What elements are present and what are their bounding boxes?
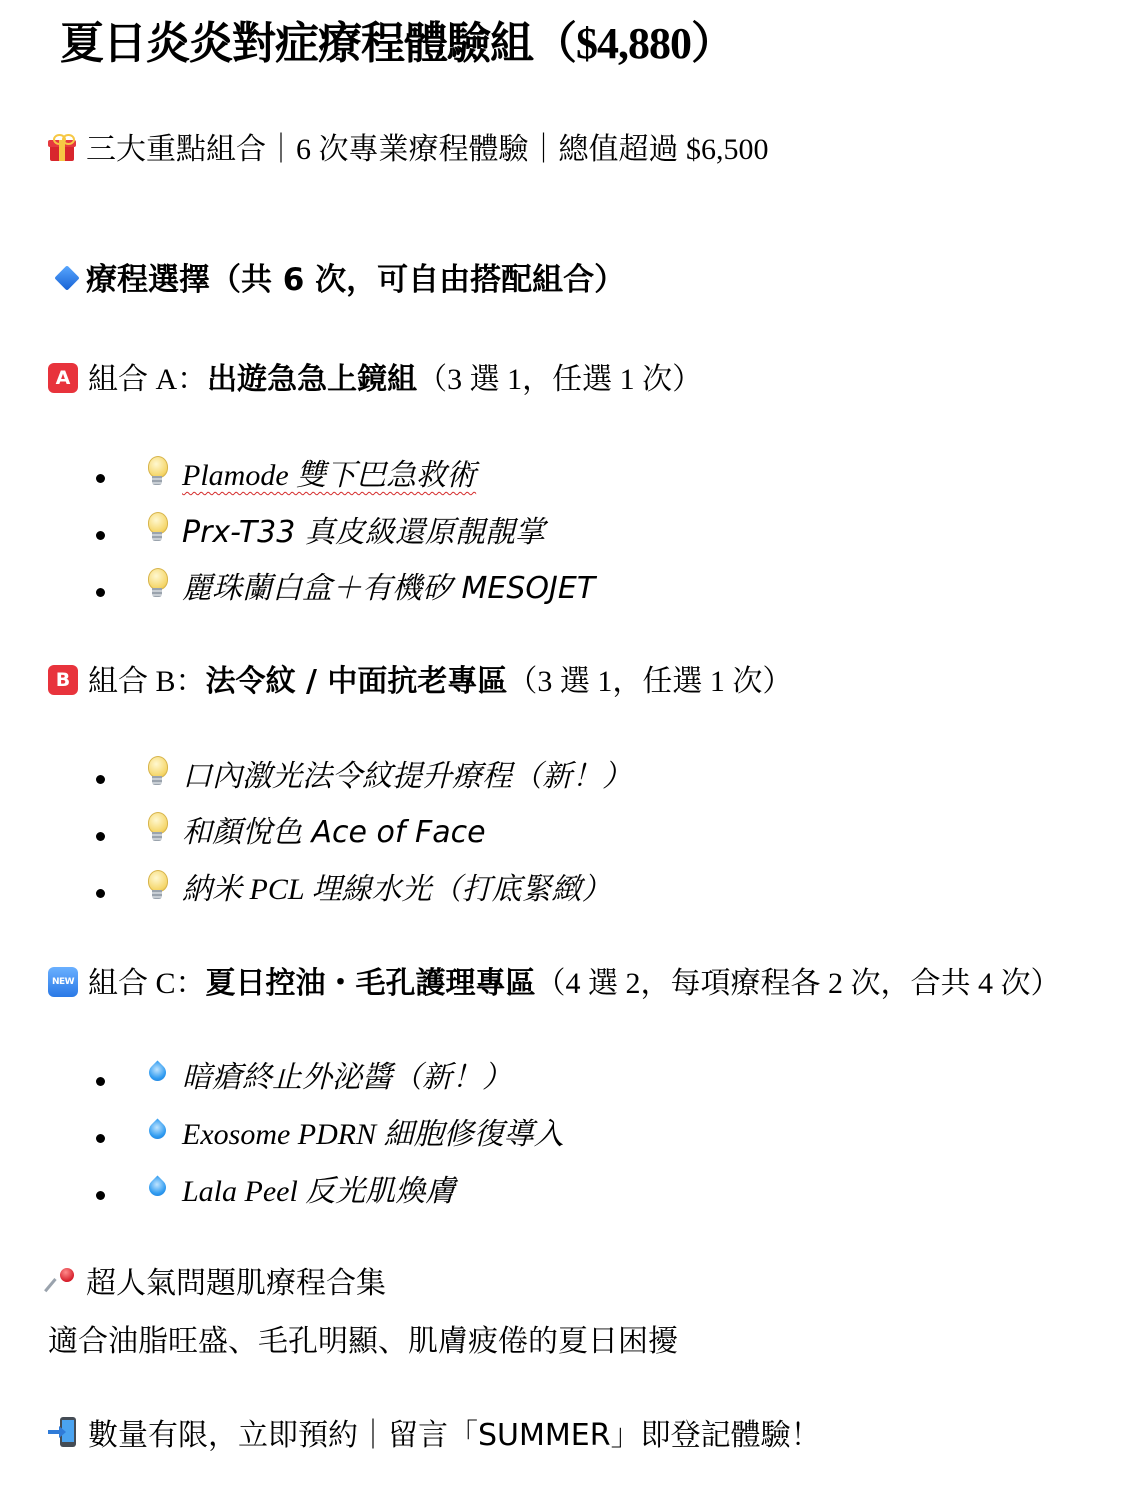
group-a-note: （3 選 1，任選 1 次） bbox=[417, 363, 703, 396]
group-a-prefix: 組合 A： bbox=[88, 363, 208, 396]
section-heading bbox=[54, 260, 625, 300]
highlight-line bbox=[48, 1264, 386, 1304]
list-bullet bbox=[96, 1191, 105, 1200]
droplet-icon bbox=[146, 1058, 168, 1088]
list-item bbox=[146, 870, 611, 910]
group-c-prefix: 組合 C： bbox=[88, 967, 206, 1000]
light-bulb-icon bbox=[146, 870, 168, 902]
list-bullet bbox=[96, 832, 105, 841]
item-text: 納米 PCL 埋線水光（打底緊緻） bbox=[182, 873, 612, 906]
letter-a-badge-icon: A bbox=[48, 363, 78, 393]
item-text: 麗珠蘭白盒＋有機矽 MESOJET bbox=[182, 571, 596, 606]
list-item bbox=[146, 813, 486, 853]
group-b-note: （3 選 1，任選 1 次） bbox=[507, 665, 793, 698]
light-bulb-icon bbox=[146, 756, 168, 788]
mobile-arrow-icon bbox=[48, 1417, 78, 1449]
new-badge-icon: NEW bbox=[48, 967, 78, 997]
suitable-line: 適合油脂旺盛、毛孔明顯、肌膚疲倦的夏日困擾 bbox=[48, 1324, 678, 1359]
item-text: 暗瘡終止外泌醬（新！） bbox=[182, 1060, 512, 1095]
page-title bbox=[60, 16, 734, 72]
light-bulb-icon bbox=[146, 512, 168, 544]
gift-icon bbox=[48, 134, 76, 162]
item-text: Plamode 雙下巴急救術 bbox=[182, 459, 477, 492]
group-c-name: 夏日控油・毛孔護理專區 bbox=[205, 966, 536, 1001]
item-text: Lala Peel 反光肌煥膚 bbox=[182, 1175, 456, 1208]
group-a-heading bbox=[48, 360, 702, 400]
title-name: 夏日炎炎對症療程體驗組 bbox=[60, 18, 533, 69]
droplet-icon bbox=[146, 1116, 168, 1146]
droplet-icon bbox=[146, 1173, 168, 1203]
group-b-prefix: 組合 B： bbox=[88, 665, 206, 698]
list-bullet bbox=[96, 889, 105, 898]
intro-line bbox=[48, 130, 769, 170]
list-bullet bbox=[96, 775, 105, 784]
group-b-name: 法令紋 / 中面抗老專區 bbox=[205, 664, 508, 699]
intro-text: 三大重點組合｜6 次專業療程體驗｜總值超過 $6,500 bbox=[86, 133, 769, 166]
light-bulb-icon bbox=[146, 456, 168, 488]
list-item bbox=[146, 1172, 455, 1212]
title-price: （$4,880） bbox=[533, 19, 734, 68]
list-bullet bbox=[96, 588, 105, 597]
list-item bbox=[146, 569, 595, 609]
item-text: 口內激光法令紋提升療程（新！） bbox=[182, 759, 632, 794]
list-bullet bbox=[96, 474, 105, 483]
list-bullet bbox=[96, 1134, 105, 1143]
pushpin-icon bbox=[48, 1266, 76, 1296]
cta-line bbox=[48, 1416, 821, 1456]
list-bullet bbox=[96, 531, 105, 540]
list-item bbox=[146, 1058, 512, 1098]
group-b-heading bbox=[48, 662, 792, 702]
cta-text: 數量有限，立即預約｜留言「SUMMER」即登記體驗！ bbox=[88, 1418, 821, 1453]
group-c-note: （4 選 2，每項療程各 2 次，合共 4 次） bbox=[535, 967, 1061, 1000]
list-bullet bbox=[96, 1077, 105, 1086]
letter-b-badge-icon: B bbox=[48, 665, 78, 695]
group-a-name: 出遊急急上鏡組 bbox=[207, 362, 418, 397]
highlight-text: 超人氣問題肌療程合集 bbox=[86, 1266, 386, 1301]
item-text: Exosome PDRN 細胞修復導入 bbox=[182, 1118, 564, 1151]
list-item bbox=[146, 1115, 564, 1155]
item-text: Prx-T33 真皮級還原靚靚掌 bbox=[182, 515, 545, 550]
group-c-heading bbox=[48, 964, 1061, 1004]
item-text: 和顏悅色 Ace of Face bbox=[182, 815, 486, 850]
list-item bbox=[146, 513, 545, 553]
section-heading-text: 療程選擇（共 6 次，可自由搭配組合） bbox=[86, 262, 626, 298]
list-item bbox=[146, 757, 632, 797]
blue-diamond-icon bbox=[54, 265, 80, 291]
light-bulb-icon bbox=[146, 568, 168, 600]
light-bulb-icon bbox=[146, 812, 168, 844]
list-item bbox=[146, 456, 476, 496]
